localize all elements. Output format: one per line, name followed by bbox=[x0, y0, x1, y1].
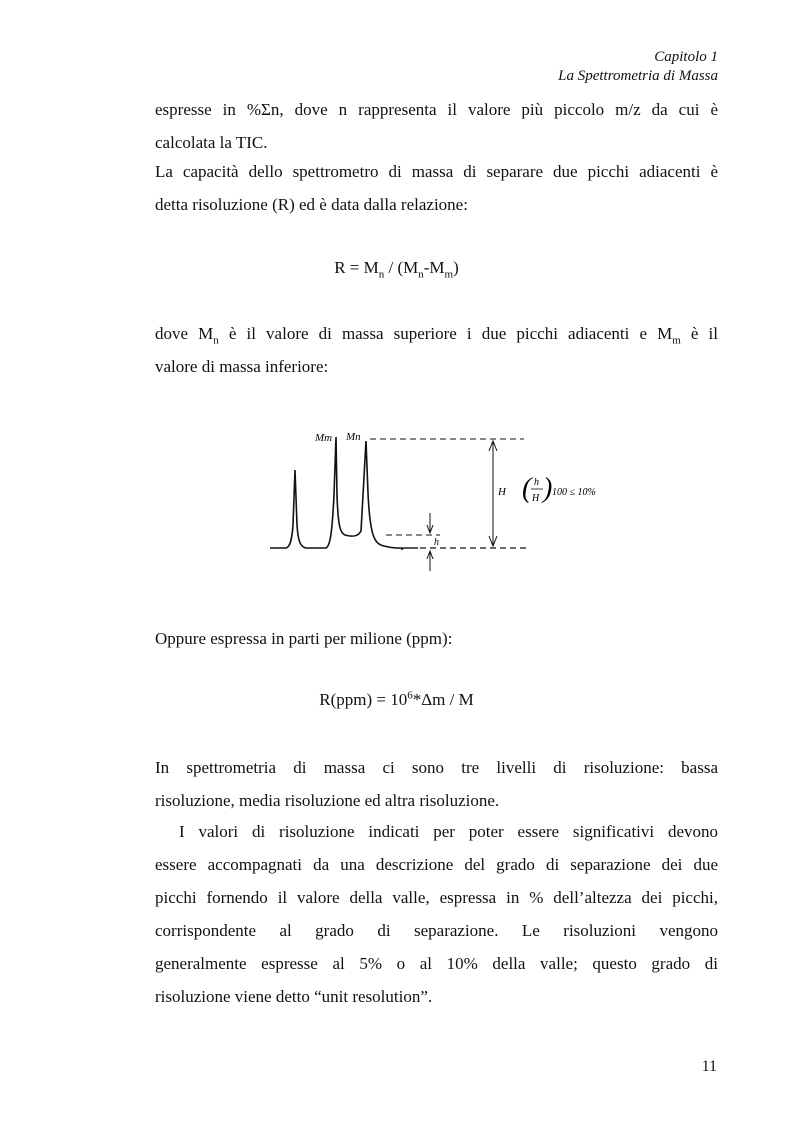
text-line: In spettrometria di massa ci sono tre livelli di risoluzione: bassa bbox=[155, 758, 718, 777]
paragraph-3 bbox=[155, 317, 718, 383]
ppm-formula bbox=[0, 690, 793, 710]
resolution-figure bbox=[260, 425, 620, 575]
formula-sub: m bbox=[444, 268, 454, 281]
formula-part: *Δm / M bbox=[412, 690, 474, 709]
formula-part: -M bbox=[423, 258, 445, 277]
formula-sup: 6 bbox=[407, 689, 413, 702]
text-sub: n bbox=[213, 334, 219, 347]
text-line: corrispondente al grado di separazione. Le risoluzioni vengono bbox=[155, 921, 718, 940]
paragraph-6 bbox=[155, 815, 718, 1013]
text-line: Oppure espressa in parti per milione (ppm): bbox=[155, 629, 453, 648]
running-header bbox=[558, 48, 718, 86]
formula-part: / (M bbox=[384, 258, 419, 277]
paragraph-1 bbox=[155, 93, 718, 159]
text-line: espresse in %Σn, dove n rappresenta il valore più piccolo m/z da cui è bbox=[155, 100, 718, 119]
formula-paren-right: ) bbox=[543, 473, 553, 504]
formula-part: ) bbox=[453, 258, 459, 277]
text-line: calcolata la TIC. bbox=[155, 133, 268, 152]
label-mn: Mn bbox=[346, 431, 361, 443]
formula-sub: n bbox=[418, 268, 424, 281]
text-line: La capacità dello spettrometro di massa di separare due picchi adiacenti è bbox=[155, 162, 718, 181]
text-line bbox=[155, 317, 718, 350]
formula-part: R = M bbox=[334, 258, 379, 277]
label-h: h bbox=[434, 537, 439, 548]
formula-sub: n bbox=[378, 268, 385, 281]
text-line: valore di massa inferiore: bbox=[155, 357, 329, 376]
header-title: La Spettrometria di Massa bbox=[558, 68, 718, 84]
header-chapter: Capitolo 1 bbox=[654, 49, 718, 65]
formula-tail: 100 ≤ 10% bbox=[552, 487, 596, 498]
text-line: detta risoluzione (R) ed è data dalla relazione: bbox=[155, 195, 468, 214]
text-line: I valori di risoluzione indicati per poter essere significativi devono bbox=[179, 822, 718, 841]
text-part: dove M bbox=[155, 324, 214, 343]
text-line: picchi fornendo il valore della valle, espressa in % dell’altezza dei picchi, bbox=[155, 888, 718, 907]
label-mm: Mm bbox=[315, 432, 333, 444]
page-number: 11 bbox=[701, 1058, 717, 1075]
formula-frac-num: h bbox=[534, 477, 539, 488]
resolution-formula bbox=[0, 258, 793, 281]
text-line: risoluzione viene detto “unit resolution”. bbox=[155, 987, 433, 1006]
text-sub: m bbox=[672, 334, 681, 347]
formula-part: R(ppm) = 10 bbox=[319, 690, 408, 709]
text-part: è il valore di massa superiore i due picchi adiacenti e M bbox=[218, 324, 673, 343]
text-line: generalmente espresse al 5% o al 10% della valle; questo grado di bbox=[155, 954, 718, 973]
text-line: essere accompagnati da una descrizione del grado di separazione dei due bbox=[155, 855, 718, 874]
label-H: H bbox=[498, 486, 506, 498]
text-line: risoluzione, media risoluzione ed altra risoluzione. bbox=[155, 791, 500, 810]
paragraph-4 bbox=[155, 622, 718, 655]
spectrum-trace bbox=[270, 437, 404, 549]
text-part: è il bbox=[680, 324, 718, 343]
formula-frac-den: H bbox=[532, 493, 540, 504]
paragraph-2 bbox=[155, 155, 718, 221]
paragraph-5 bbox=[155, 751, 718, 817]
formula-paren-left: ( bbox=[522, 473, 532, 504]
